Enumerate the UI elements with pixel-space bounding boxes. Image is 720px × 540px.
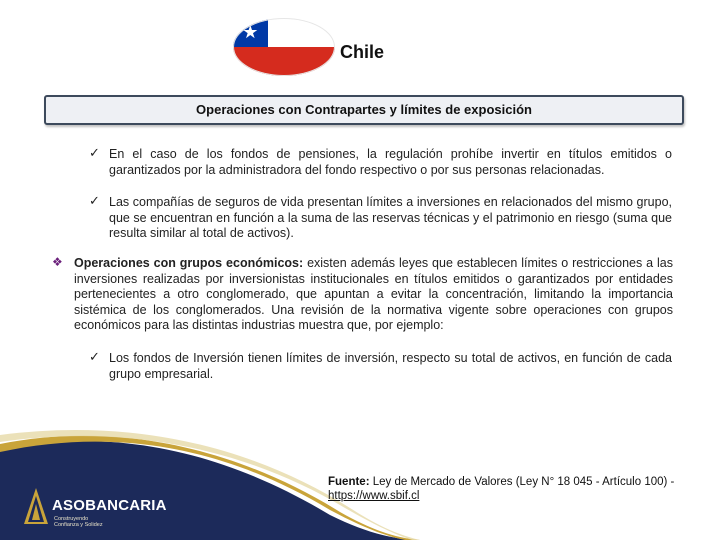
bullet-economic-groups [74,256,673,334]
star-icon: ★ [242,22,259,43]
checkmark-icon: ✓ [89,194,100,209]
logo-tagline: Confianza y Solidez [54,522,103,528]
logo-tagline: Construyendo [54,516,89,522]
source-label: Fuente: [328,476,370,488]
country-title: Chile [340,42,385,62]
diamond-bullet-icon: ❖ [52,255,63,269]
source-note [328,475,688,503]
bullet-life-insurance: Las compañías de seguros de vida presentan límites a inversiones en relacionados del mismo grupo, que se encuentran en función a la suma de las reservas técnicas y el patrimonio en riesgo (suma que resulta similar al total de activos). [109,195,672,240]
logo-name: ASOBANCARIA [52,497,167,514]
bullet-investment-funds: Los fondos de Inversión tienen límites de inversión, respecto su total de activos, en función de cada grupo empresarial. [109,351,672,381]
bullet-pension-funds: En el caso de los fondos de pensiones, la regulación prohíbe invertir en títulos emitidos o garantizados por la administradora del fondo respectivo o por sus personas relacionadas. [109,147,672,177]
asobancaria-logo-icon [22,486,50,526]
source-text: Ley de Mercado de Valores (Ley N° 18 045 - Artículo 100) - [369,476,675,488]
checkmark-icon: ✓ [89,146,100,161]
bullet-text: existen además leyes que establecen límites o restricciones a las inversiones realizadas por inversionistas institucionales en títulos emitidos o garantizados por entidades pertenecientes a otro conglomerado, que apuntan a evitar la concentración, limitando la importancia sistémica de los conglomerados. Una revisión de la normativa vigente sobre operaciones con grupos económicos para las distintas industrias muestra que, por ejemplo: [74,256,674,332]
bullet-lead: Operaciones con grupos económicos: [74,256,304,270]
source-link[interactable]: https://www.sbif.cl [328,490,420,502]
section-title: Operaciones con Contrapartes y límites de exposición [44,95,684,125]
checkmark-icon: ✓ [89,350,100,365]
